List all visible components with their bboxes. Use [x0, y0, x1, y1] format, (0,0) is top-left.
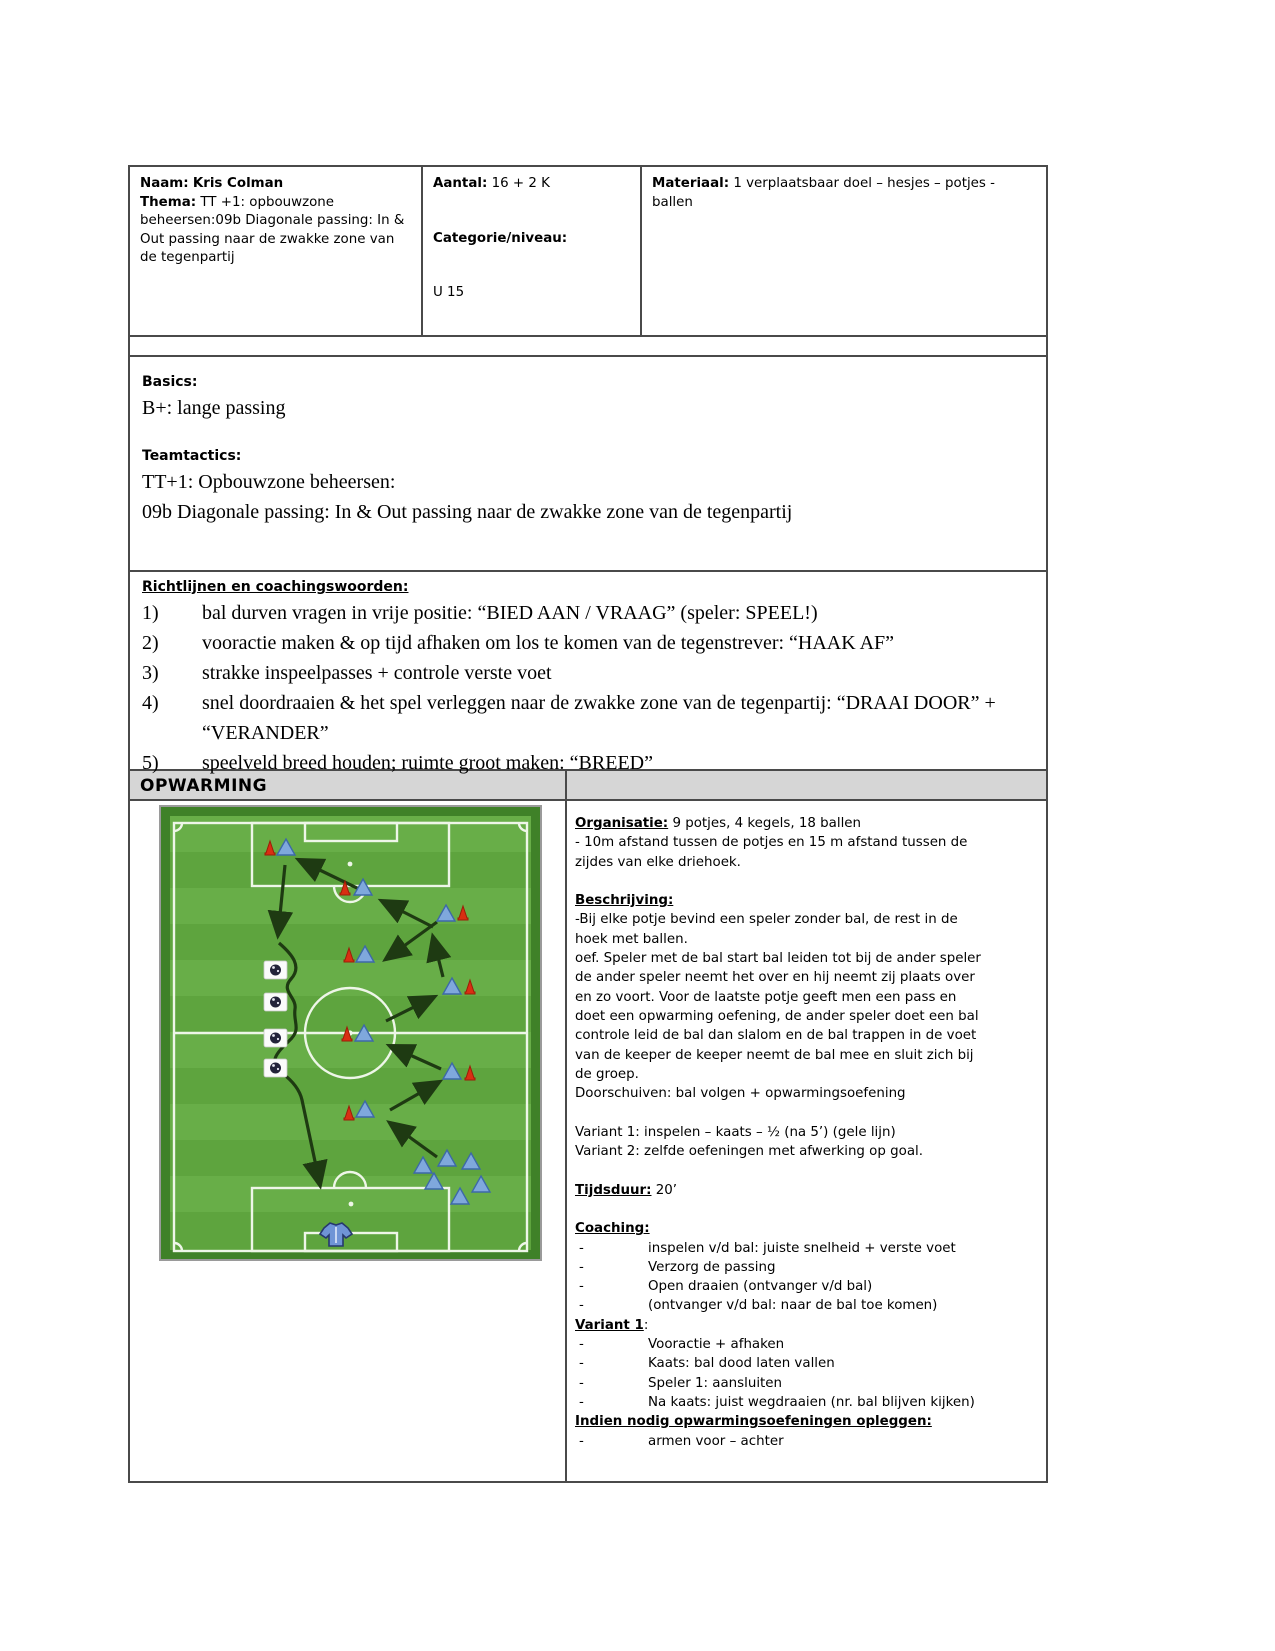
materiaal-label: Materiaal: [652, 176, 730, 191]
item-number: 1) [142, 602, 159, 624]
bullet: - [579, 1240, 584, 1256]
naam-value: Kris Colman [192, 176, 284, 191]
richtlijn-item [130, 628, 1038, 658]
materiaal-line [652, 175, 1036, 212]
item-text: snel doordraaien & het spel verleggen naar de zwakke zone van de tegenpartij: “DRAAI DOOR” + “VERANDER” [202, 692, 996, 744]
basics-label: Basics: [142, 374, 198, 390]
materiaal-value: 1 verplaatsbaar doel – hesjes – potjes - ballen [652, 176, 995, 210]
richtlijn-item [130, 598, 1038, 628]
richtlijnen-label: Richtlijnen en coachingswoorden: [142, 579, 409, 595]
beschrijving-line: -Bij elke potje bevind een speler zonder bal, de rest in de [575, 912, 958, 928]
spacer [575, 1200, 1040, 1219]
aantal-label: Aantal: [433, 176, 488, 191]
indien-item: - armen voor – achter [575, 1432, 1040, 1451]
item-text: speelveld breed houden; ruimte groot maken: “BREED” [202, 752, 653, 774]
thema-value: TT +1: opbouwzone beheersen:09b Diagonale passing: In & Out passing naar de zwakke zone van de tegenpartij [140, 194, 405, 266]
teamtactics-label: Teamtactics: [142, 448, 242, 464]
header-row [130, 167, 1046, 337]
spacer [575, 1161, 1040, 1180]
thema-label: Thema: [140, 194, 197, 210]
spacer [142, 423, 1034, 445]
organisatie-value: 9 potjes, 4 kegels, 18 ballen [672, 816, 862, 831]
beschrijving-line: en zo voort. Voor de laatste potje geeft men een pass en [575, 989, 957, 1005]
coaching-item: - inspelen v/d bal: juiste snelheid + verste voet [575, 1239, 1040, 1258]
richtlijn-item [130, 688, 1038, 748]
variant2-line: Variant 2: zelfde oefeningen met afwerking op goal. [575, 1144, 924, 1160]
tijdsduur-label: Tijdsduur: [575, 1182, 652, 1198]
organisatie-detail: zijdes van elke driehoek. [575, 854, 741, 870]
beschrijving-line: controle leid de bal dan slalom en de bal trappen in de voet [575, 1028, 977, 1044]
naam-line [140, 175, 411, 194]
field-diagram-image [159, 805, 542, 1261]
categorie-value: U 15 [433, 285, 465, 301]
opwarming-title: OPWARMING [140, 776, 268, 796]
beschrijving-line: de groep. [575, 1066, 639, 1082]
bullet: - [579, 1337, 584, 1353]
item-text: strakke inspeelpasses + controle verste voet [202, 662, 552, 684]
tijdsduur-value: 20’ [655, 1182, 678, 1198]
basics-row [130, 357, 1046, 572]
item-number: 3) [142, 662, 159, 684]
opwarming-title-cell [130, 771, 567, 799]
variant1-item: - Kaats: bal dood laten vallen [575, 1354, 1040, 1373]
beschrijving-line: oef. Speler met de bal start bal leiden tot bij de ander speler [575, 951, 981, 967]
coaching-item: - Open draaien (ontvanger v/d bal) [575, 1277, 1040, 1296]
beschrijving-line: hoek met ballen. [575, 931, 688, 947]
tijdsduur-line [575, 1181, 1040, 1200]
coaching-label: Coaching: [575, 1221, 650, 1237]
beschrijving-line: doet een opwarming oefening, de ander speler doet een bal [575, 1008, 979, 1024]
variant1-item: - Speler 1: aansluiten [575, 1374, 1040, 1393]
richtlijnen-row [130, 572, 1046, 774]
bullet: - [579, 1298, 584, 1314]
variant1-line: Variant 1: inspelen – kaats – ½ (na 5’) (gele lijn) [575, 1124, 896, 1140]
organisatie-detail: - 10m afstand tussen de potjes en 15 m afstand tussen de [575, 835, 968, 851]
ball-box-icon [264, 961, 287, 979]
teamtactics-line2: 09b Diagonale passing: In & Out passing naar de zwakke zone van de tegenpartij [142, 501, 793, 523]
header-cell-naam-thema [130, 167, 423, 335]
doorschuiven-line: Doorschuiven: bal volgen + opwarmingsoefening [575, 1086, 906, 1102]
item-number: 5) [142, 752, 159, 774]
bullet: - [579, 1356, 584, 1372]
aantal-value: 16 + 2 K [491, 176, 550, 191]
header-cell-aantal [423, 167, 642, 335]
beschrijving-line: van de keeper de keeper neemt de bal mee en sluit zich bij [575, 1047, 974, 1063]
basics-value: B+: lange passing [142, 397, 286, 419]
naam-label: Naam: [140, 176, 189, 191]
bullet: - [579, 1279, 584, 1295]
warmup-field-diagram [161, 807, 540, 1259]
bullet: - [579, 1394, 584, 1410]
aantal-line [433, 175, 630, 194]
opwarming-content-row [130, 801, 1046, 1481]
opwarming-header-right-cell [567, 771, 1046, 799]
coaching-item: - Verzorg de passing [575, 1258, 1040, 1277]
organisatie-line [575, 814, 1040, 833]
coaching-item: - (ontvanger v/d bal: naar de bal toe komen) [575, 1296, 1040, 1315]
bullet: - [579, 1375, 584, 1391]
spacer [575, 1103, 1040, 1122]
variant1-item: - Vooractie + afhaken [575, 1335, 1040, 1354]
item-number: 2) [142, 632, 159, 654]
opwarming-text-cell [567, 801, 1046, 1481]
teamtactics-line1: TT+1: Opbouwzone beheersen: [142, 471, 396, 493]
beschrijving-line: de ander speler neemt het over en hij neemt zij plaats over [575, 970, 975, 986]
bullet: - [579, 1259, 584, 1275]
training-sheet [128, 165, 1048, 1483]
indien-label: Indien nodig opwarmingsoefeningen opleggen: [575, 1414, 932, 1430]
ball-box-icon [264, 993, 287, 1011]
variant1-label-line: Variant 1: [575, 1317, 649, 1333]
ball-box-icon [264, 1059, 287, 1077]
item-number: 4) [142, 692, 159, 714]
variant1-item: - Na kaats: juist wegdraaien (nr. bal blijven kijken) [575, 1393, 1040, 1412]
header-cell-materiaal [642, 167, 1046, 335]
organisatie-label: Organisatie: [575, 816, 669, 831]
diagram-cell [130, 801, 567, 1481]
ball-box-icon [264, 1029, 287, 1047]
variant1-label: Variant 1 [575, 1317, 644, 1333]
spacer-row [130, 337, 1046, 357]
richtlijn-item [130, 658, 1038, 688]
item-text: vooractie maken & op tijd afhaken om los te komen van de tegenstrever: “HAAK AF” [202, 632, 895, 654]
categorie-label: Categorie/niveau: [433, 230, 568, 246]
item-text: bal durven vragen in vrije positie: “BIED AAN / VRAAG” (speler: SPEEL!) [202, 602, 818, 624]
bullet: - [579, 1433, 584, 1449]
opwarming-header-row [130, 771, 1046, 801]
beschrijving-label: Beschrijving: [575, 893, 674, 909]
thema-line [140, 194, 411, 268]
spacer [575, 872, 1040, 891]
